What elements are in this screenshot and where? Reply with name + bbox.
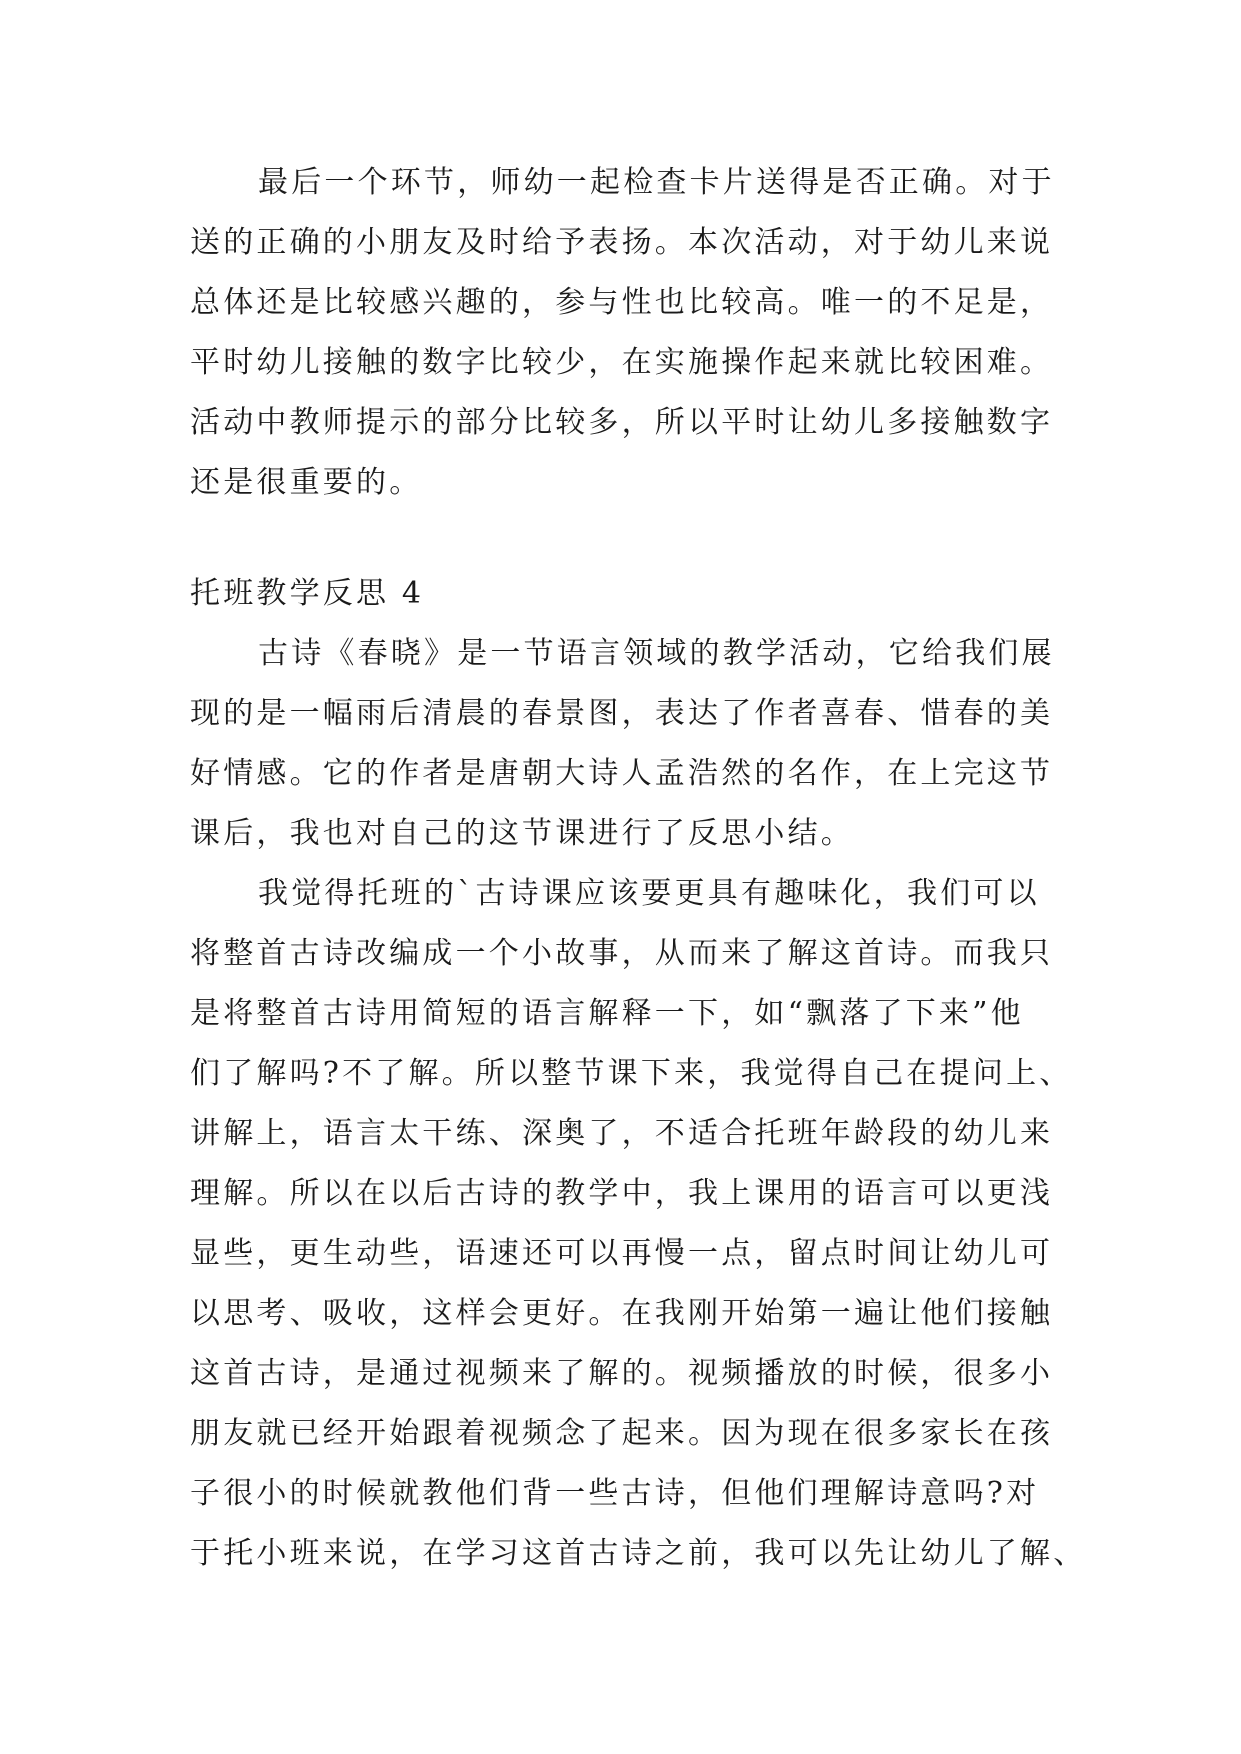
paragraph-line: 是将整首古诗用简短的语言解释一下，如“飘落了下来”他 (190, 996, 1024, 1031)
paragraph-line: 还是很重要的。 (190, 465, 423, 500)
paragraph-line: 子很小的时候就教他们背一些古诗，但他们理解诗意吗?对 (190, 1476, 1040, 1511)
paragraph-line: 平时幼儿接触的数字比较少，在实施操作起来就比较困难。 (190, 345, 1054, 380)
paragraph-line: 将整首古诗改编成一个小故事，从而来了解这首诗。而我只 (190, 936, 1054, 971)
paragraph-line: 活动中教师提示的部分比较多，所以平时让幼儿多接触数字 (190, 405, 1054, 440)
paragraph-line: 朋友就已经开始跟着视频念了起来。因为现在很多家长在孩 (190, 1416, 1054, 1451)
paragraph-line: 好情感。它的作者是唐朝大诗人孟浩然的名作，在上完这节 (190, 756, 1054, 791)
paragraph-line: 理解。所以在以后古诗的教学中，我上课用的语言可以更浅 (190, 1176, 1054, 1211)
section-heading: 托班教学反思 4 (190, 576, 425, 611)
paragraph-line: 于托小班来说，在学习这首古诗之前，我可以先让幼儿了解、 (190, 1536, 1087, 1571)
paragraph-line: 送的正确的小朋友及时给予表扬。本次活动，对于幼儿来说 (190, 225, 1054, 260)
paragraph-line: 这首古诗，是通过视频来了解的。视频播放的时候，很多小 (190, 1356, 1054, 1391)
paragraph-line: 古诗《春晓》是一节语言领域的教学活动，它给我们展 (258, 636, 1055, 671)
paragraph-line: 我觉得托班的`古诗课应该要更具有趣味化，我们可以 (258, 876, 1040, 911)
paragraph-line: 以思考、吸收，这样会更好。在我刚开始第一遍让他们接触 (190, 1296, 1054, 1331)
paragraph-line: 最后一个环节，师幼一起检查卡片送得是否正确。对于 (258, 165, 1055, 200)
paragraph-line: 课后，我也对自己的这节课进行了反思小结。 (190, 816, 854, 851)
paragraph-line: 显些，更生动些，语速还可以再慢一点，留点时间让幼儿可 (190, 1236, 1054, 1271)
paragraph-line: 总体还是比较感兴趣的，参与性也比较高。唯一的不足是， (190, 285, 1054, 320)
paragraph-line: 讲解上，语言太干练、深奥了，不适合托班年龄段的幼儿来 (190, 1116, 1054, 1151)
paragraph-line: 现的是一幅雨后清晨的春景图，表达了作者喜春、惜春的美 (190, 696, 1054, 731)
paragraph-line: 们了解吗?不了解。所以整节课下来，我觉得自己在提问上、 (190, 1056, 1073, 1091)
